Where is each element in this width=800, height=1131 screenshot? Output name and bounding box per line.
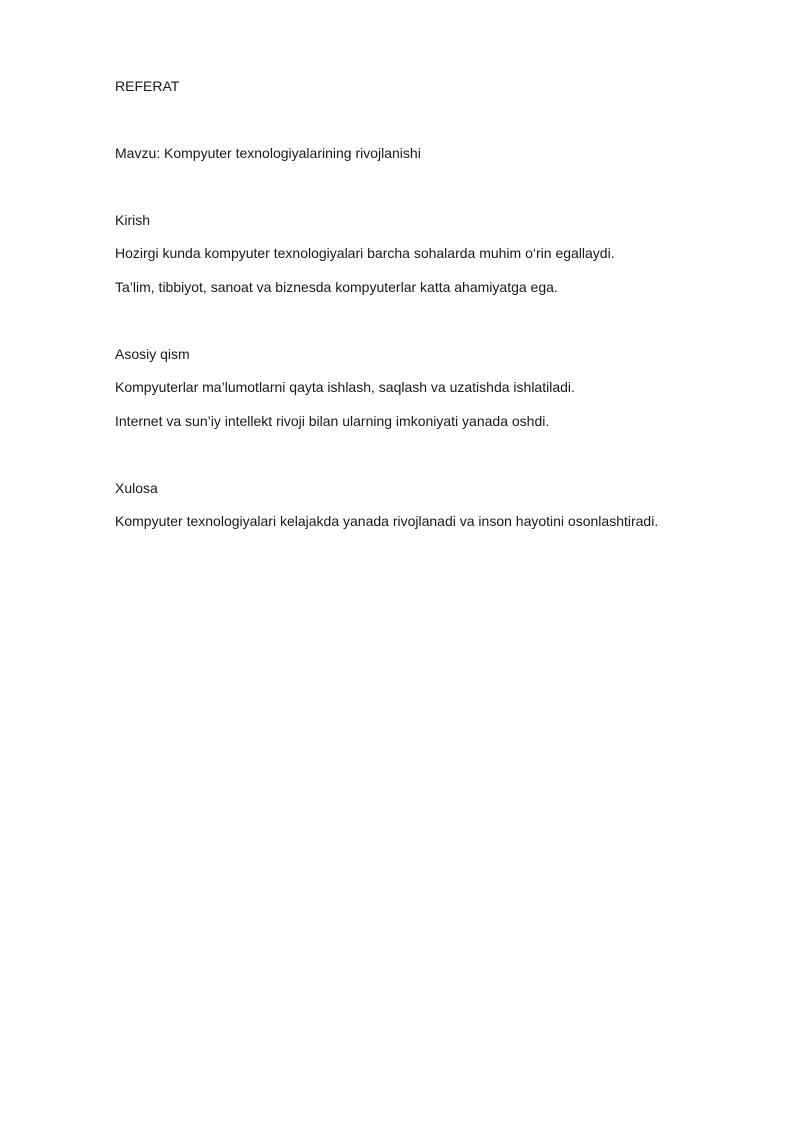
document-topic: Mavzu: Kompyuter texnologiyalarining rivojlanishi — [115, 145, 421, 161]
section-paragraph: Ta’lim, tibbiyot, sanoat va biznesda kompyuterlar katta ahamiyatga ega. — [115, 279, 558, 295]
section-paragraph: Kompyuterlar ma’lumotlarni qayta ishlash, saqlash va uzatishda ishlatiladi. — [115, 379, 575, 395]
section-heading-asosiy-qism: Asosiy qism — [115, 346, 190, 362]
section-paragraph: Internet va sun’iy intellekt rivoji bilan ularning imkoniyati yanada oshdi. — [115, 413, 550, 429]
section-paragraph: Kompyuter texnologiyalari kelajakda yanada rivojlanadi va inson hayotini osonlashtiradi. — [115, 513, 659, 529]
section-paragraph: Hozirgi kunda kompyuter texnologiyalari barcha sohalarda muhim o‘rin egallaydi. — [115, 245, 615, 261]
section-heading-kirish: Kirish — [115, 212, 151, 228]
document-title: REFERAT — [115, 78, 180, 94]
section-heading-xulosa: Xulosa — [115, 480, 158, 496]
